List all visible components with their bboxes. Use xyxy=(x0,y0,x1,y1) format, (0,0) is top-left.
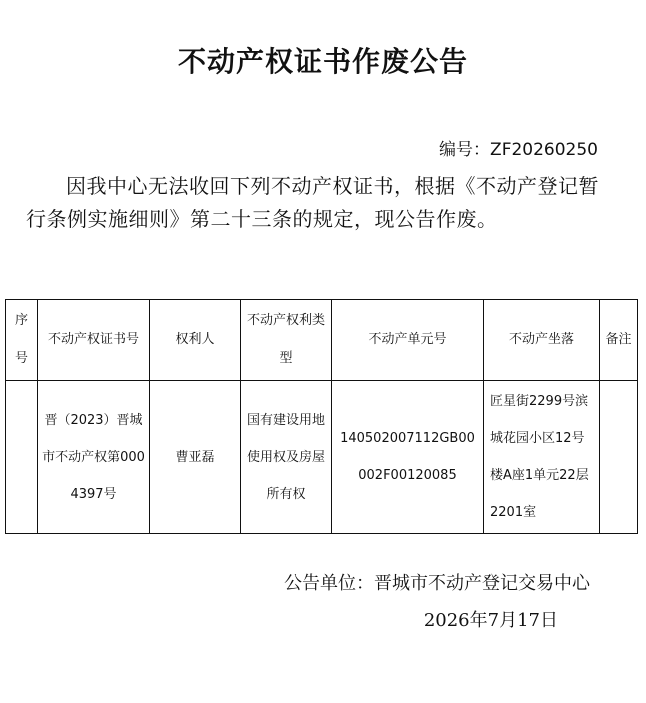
cell-location: 匠星街2299号滨城花园小区12号楼A座1单元22层2201室 xyxy=(484,381,600,534)
certificate-table xyxy=(5,299,638,534)
table-header-row xyxy=(6,300,638,381)
header-unit-no: 不动产单元号 xyxy=(332,300,484,381)
document-number: 编号：ZF20260250 xyxy=(439,140,598,160)
header-remark: 备注 xyxy=(600,300,638,381)
cell-cert-no: 晋（2023）晋城市不动产权第0004397号 xyxy=(38,381,150,534)
issuing-unit: 公告单位：晋城市不动产登记交易中心 xyxy=(284,573,590,594)
cell-owner: 曹亚磊 xyxy=(150,381,241,534)
announcement-date: 2026年7月17日 xyxy=(423,610,558,631)
header-index: 序号 xyxy=(6,300,38,381)
page-title: 不动产权证书作废公告 xyxy=(177,45,468,78)
cell-unit-no: 140502007112GB00002F00120085 xyxy=(332,381,484,534)
header-right-type: 不动产权利类型 xyxy=(241,300,332,381)
announcement-body: 因我中心无法收回下列不动产权证书，根据《不动产登记暂行条例实施细则》第二十三条的规定，现公告作废。 xyxy=(26,174,599,231)
header-location: 不动产坐落 xyxy=(484,300,600,381)
header-cert-no: 不动产权证书号 xyxy=(38,300,150,381)
cell-remark xyxy=(600,381,638,534)
cell-right-type: 国有建设用地使用权及房屋所有权 xyxy=(241,381,332,534)
cell-index xyxy=(6,381,38,534)
header-owner: 权利人 xyxy=(150,300,241,381)
table-row xyxy=(6,381,638,534)
